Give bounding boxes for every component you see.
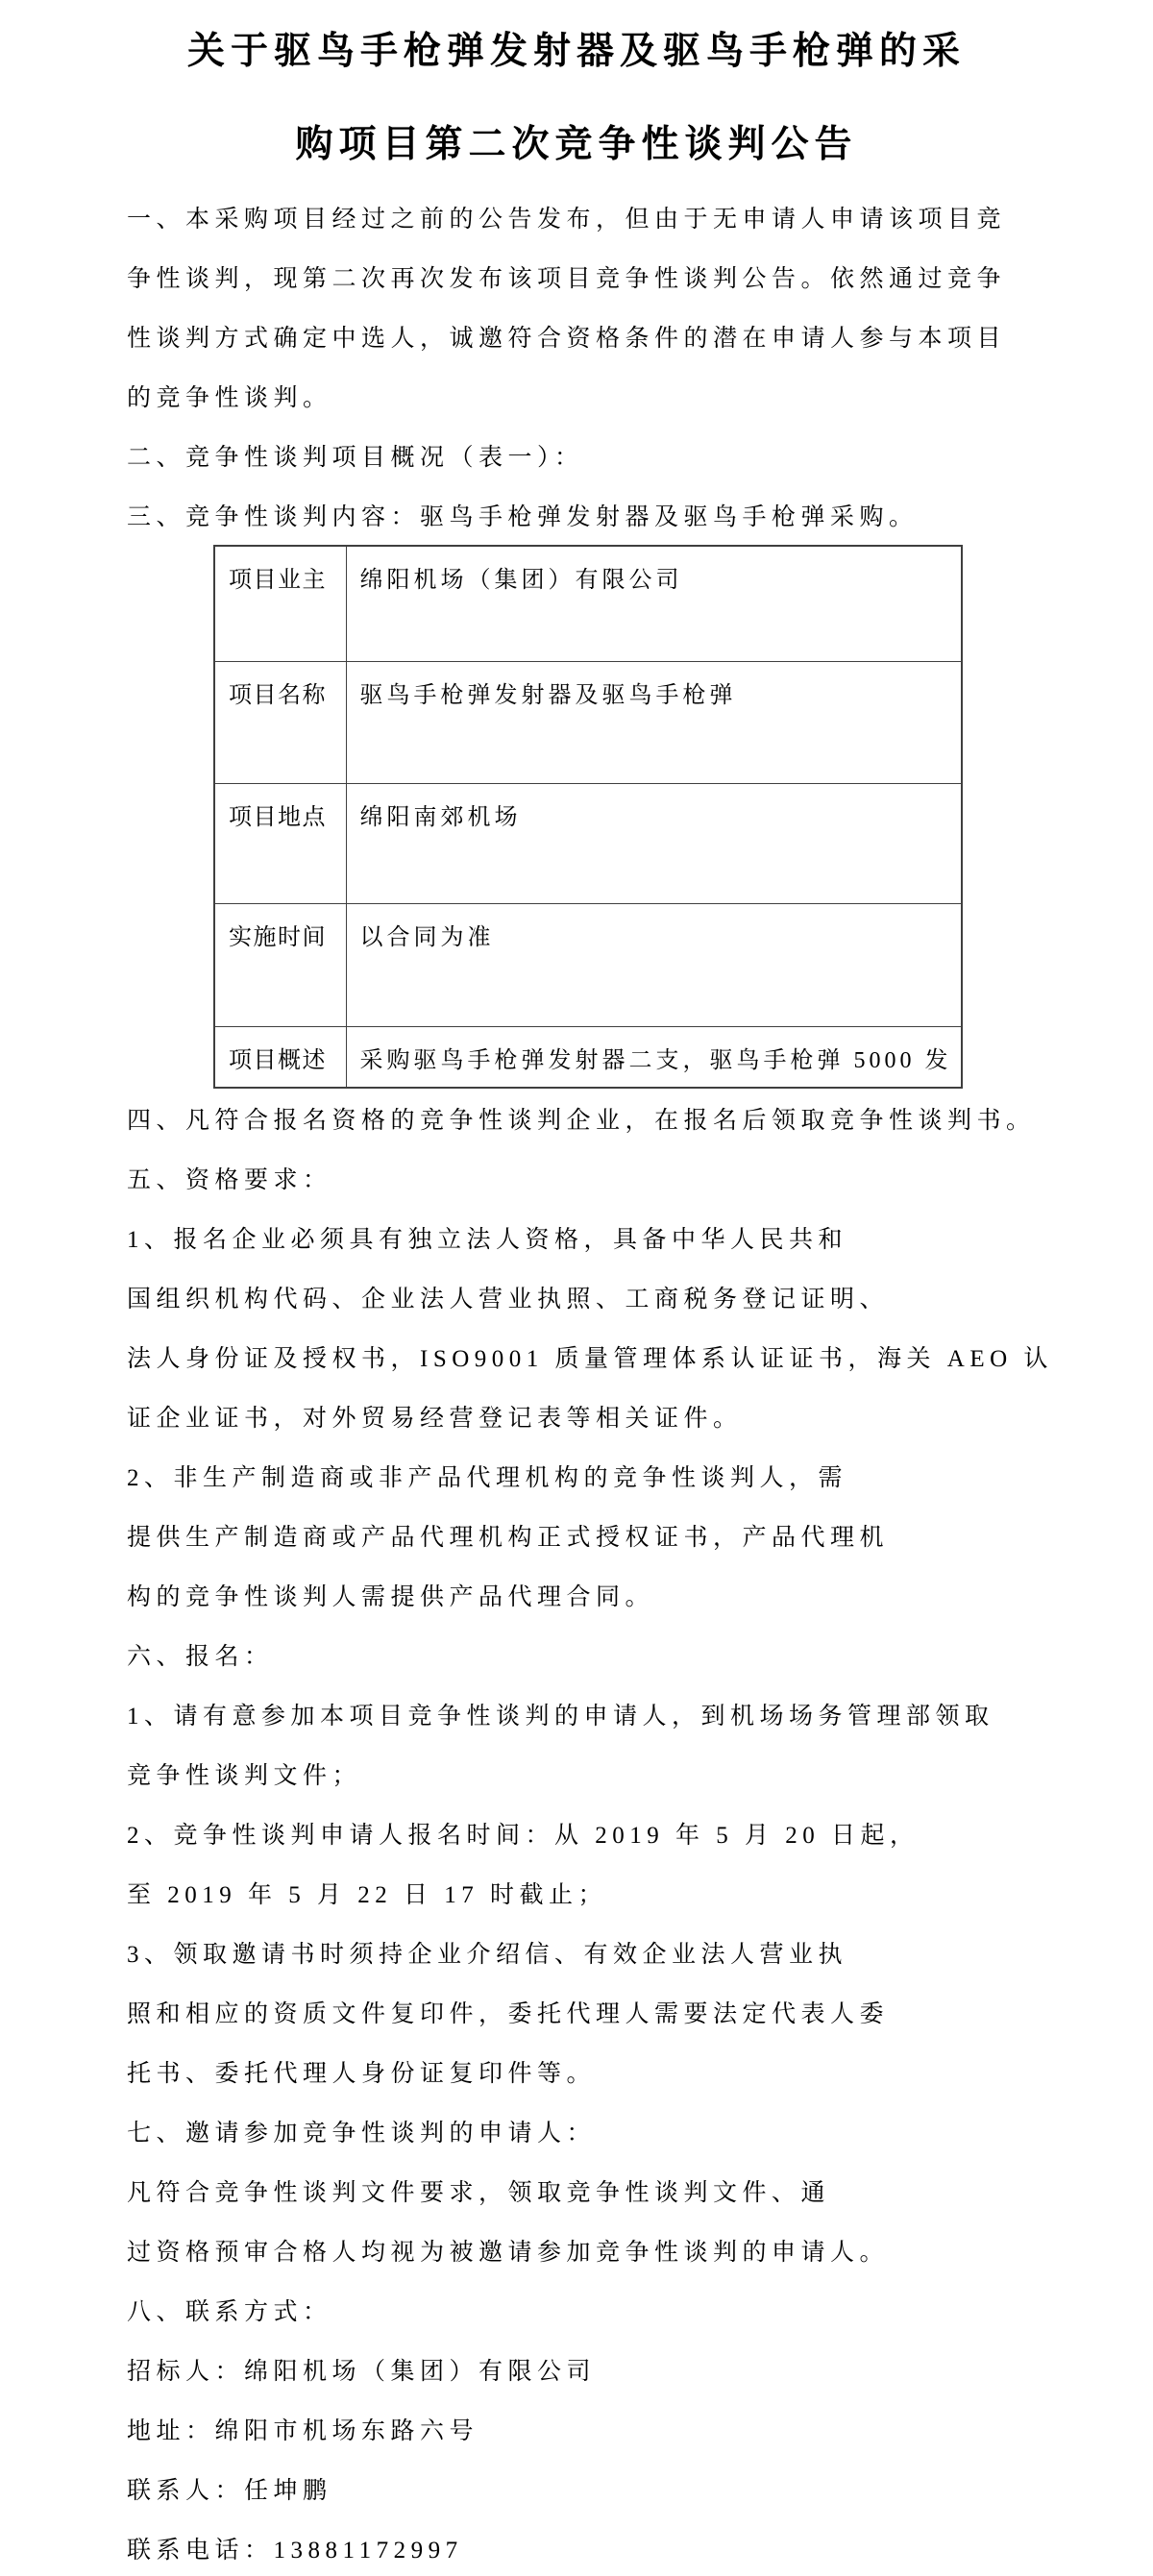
row-label-cell: 项目名称: [214, 661, 346, 783]
document-text-line: 竞争性谈判文件；: [127, 1763, 362, 1789]
document-text-line: 照和相应的资质文件复印件，委托代理人需要法定代表人委: [127, 2001, 890, 2027]
document-text-line: 提供生产制造商或产品代理机构正式授权证书，产品代理机: [127, 1525, 890, 1551]
pre-table-paragraphs: [0, 187, 1153, 545]
document-text-line: 法人身份证及授权书，ISO9001 质量管理体系认证证书，海关 AEO 认: [127, 1346, 1053, 1372]
row-value-cell: 采购驱鸟手枪弹发射器二支，驱鸟手枪弹 5000 发: [346, 1026, 962, 1088]
document-text-line: 五、资格要求：: [127, 1167, 332, 1193]
row-value-cell: 以合同为准: [346, 903, 962, 1026]
row-value-cell: 驱鸟手枪弹发射器及驱鸟手枪弹: [346, 661, 962, 783]
document-text-line: 地址：绵阳市机场东路六号: [127, 2418, 479, 2444]
document-text-line: 三、竞争性谈判内容：驱鸟手枪弹发射器及驱鸟手枪弹采购。: [127, 504, 919, 530]
document-text-line: 二、竞争性谈判项目概况（表一）：: [127, 445, 584, 471]
document-text-line: 2、非生产制造商或非产品代理机构的竞争性谈判人，需: [127, 1465, 848, 1491]
document-text-line: 2、竞争性谈判申请人报名时间：从 2019 年 5 月 20 日起，: [127, 1823, 920, 1849]
row-label-cell: 实施时间: [214, 903, 346, 1026]
post-table-paragraphs: [0, 1089, 1153, 2576]
document-text-line: 招标人：绵阳机场（集团）有限公司: [127, 2359, 597, 2385]
table-row: [214, 546, 962, 661]
document-text-line: 国组织机构代码、企业法人营业执照、工商税务登记证明、: [127, 1287, 890, 1313]
document-title: [0, 1, 1153, 187]
document-text-line: 证企业证书，对外贸易经营登记表等相关证件。: [127, 1406, 743, 1432]
document-text-line: 八、联系方式：: [127, 2299, 332, 2325]
document-text-line: 性谈判方式确定中选人，诚邀符合资格条件的潜在申请人参与本项目: [127, 326, 1007, 352]
document-text-line: 1、报名企业必须具有独立法人资格，具备中华人民共和: [127, 1227, 848, 1253]
document-text-line: 至 2019 年 5 月 22 日 17 时截止；: [127, 1882, 608, 1908]
document-text-line: 托书、委托代理人身份证复印件等。: [127, 2061, 597, 2087]
document-text-line: 的竞争性谈判。: [127, 385, 332, 411]
document-text-line: 构的竞争性谈判人需提供产品代理合同。: [127, 1584, 655, 1610]
row-value-cell: 绵阳南郊机场: [346, 783, 962, 903]
document-text-line: 一、本采购项目经过之前的公告发布，但由于无申请人申请该项目竞: [127, 207, 1007, 233]
table-row: [214, 661, 962, 783]
document-title-line-1: 关于驱鸟手枪弹发射器及驱鸟手枪弹的采: [186, 30, 966, 72]
row-label-cell: 项目概述: [214, 1026, 346, 1088]
project-overview-table-body: [214, 546, 962, 1088]
table-row: [214, 1026, 962, 1088]
table-row: [214, 903, 962, 1026]
document-title-line-2: 购项目第二次竞争性谈判公告: [295, 123, 858, 165]
document-text-line: 凡符合竞争性谈判文件要求，领取竞争性谈判文件、通: [127, 2180, 831, 2206]
document-text-line: 四、凡符合报名资格的竞争性谈判企业，在报名后领取竞争性谈判书。: [127, 1108, 1036, 1134]
row-label-cell: 项目地点: [214, 783, 346, 903]
document-text-line: 六、报名：: [127, 1644, 274, 1670]
table-row: [214, 783, 962, 903]
document-text-line: 1、请有意参加本项目竞争性谈判的申请人，到机场场务管理部领取: [127, 1704, 994, 1730]
document-text-line: 七、邀请参加竞争性谈判的申请人：: [127, 2121, 597, 2147]
document-text-line: 争性谈判，现第二次再次发布该项目竞争性谈判公告。依然通过竞争: [127, 266, 1007, 292]
document-text-line: 过资格预审合格人均视为被邀请参加竞争性谈判的申请人。: [127, 2240, 890, 2266]
row-label-cell: 项目业主: [214, 546, 346, 661]
project-overview-table: [213, 545, 963, 1089]
document-text-line: 联系人：任坤鹏: [127, 2478, 332, 2504]
document-text-line: 3、领取邀请书时须持企业介绍信、有效企业法人营业执: [127, 1942, 848, 1968]
row-value-cell: 绵阳机场（集团）有限公司: [346, 546, 962, 661]
document-text-line: 联系电话：13881172997: [127, 2538, 463, 2564]
